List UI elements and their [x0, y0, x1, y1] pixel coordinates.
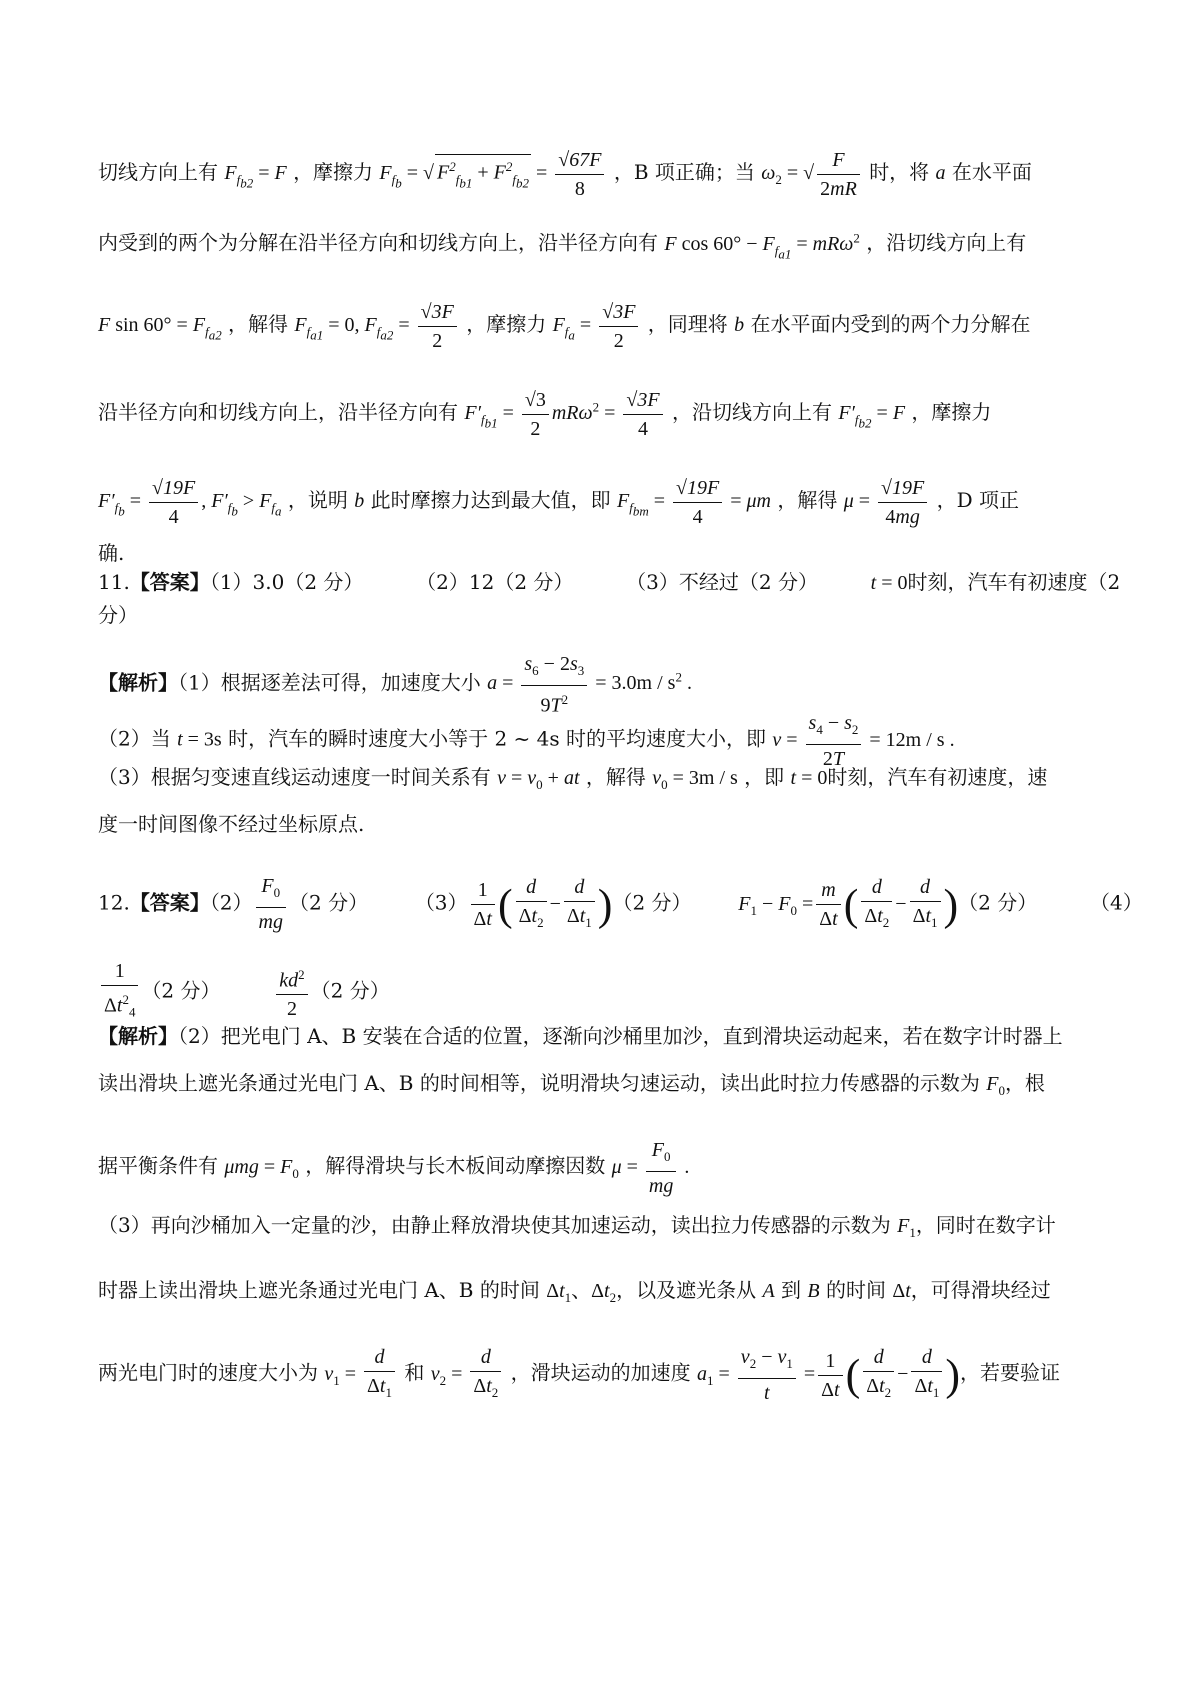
text: ，解得 — [585, 765, 646, 789]
text: ，摩擦力 — [293, 160, 374, 185]
text: ，说明 — [287, 488, 348, 513]
text: 时器上读出滑块上遮光条通过光电门 A、B 的时间 — [98, 1278, 540, 1302]
formula: μ = $\frac{√19F}{4mg}$ — [844, 490, 931, 512]
formula: F $\cos 60^\circ - F_{f_{a1}} = mR\omega^2$ — [664, 230, 860, 262]
formula: $F'_{f_b}$ = $\frac{√19F}{4}$ , $F'_{f_b} > F_{f_a}$ — [98, 490, 282, 512]
text: （2 分） — [141, 978, 221, 1003]
formula: $F'_{f_{b1}}$ = $\frac{√3}{2}$ mRω$^2$ = $\frac{√3F}{4}$ — [464, 402, 665, 424]
text: ，摩擦力 — [911, 400, 992, 425]
formula: F $\sin 60^\circ = F_{f_{a2}}$ — [98, 314, 222, 343]
formula: $F_{f_b}$ = √ $F^2_{f_{b1}} + F^2_{f_{b2}}$ = $\frac{√67F}{8}$ — [379, 162, 607, 184]
formula: b — [734, 314, 745, 337]
formula: $F_{f_{a1}} = 0$, $F_{f_{a2}}$ = $\frac{√3F}{2}$ — [294, 314, 459, 336]
q12-analysis-4 — [98, 1213, 1118, 1245]
text: ，同时在数字计 — [915, 1213, 1056, 1237]
formula: $v_1$ = $\frac{d}{\Delta t_1}$ — [324, 1363, 398, 1385]
answer-tag: 【答案】 — [129, 570, 210, 594]
text: 沿半径方向和切线方向上，沿半径方向有 — [98, 400, 458, 425]
text: 时刻，汽车有初速度，速 — [827, 765, 1048, 789]
text: 据平衡条件有 — [98, 1153, 218, 1178]
text-line-1 — [98, 146, 1118, 203]
text: （4） — [1089, 890, 1143, 915]
text: （1）3.0（2 分） — [209, 570, 364, 594]
formula: $\frac{F_0}{mg}$ — [256, 872, 286, 936]
formula: $v_0 = 3m / s$ — [652, 767, 738, 792]
answer-tag: 【答案】 — [129, 890, 210, 915]
formula: $\frac{1}{\Delta t^2_4}$ — [101, 957, 138, 1027]
formula: A — [762, 1280, 775, 1302]
formula: $v_2$ = $\frac{d}{\Delta t_2}$ — [431, 1363, 505, 1385]
text: （2）当 — [98, 726, 171, 751]
text: ，解得 — [228, 312, 289, 337]
text: （2 分） — [958, 890, 1038, 915]
formula: a = $\frac{s_6 - 2s_3}{9T^2}$ = $3.0m / s^2$ . — [487, 672, 692, 694]
q11-analysis-3-cont: 度一时间图像不经过坐标原点. — [98, 812, 365, 836]
text: 的时间 — [825, 1278, 886, 1302]
formula: $\mu mg = F_0$ — [224, 1155, 299, 1181]
text: （2） — [209, 890, 253, 915]
formula: $\omega_2$ = √ $\frac{F}{2mR}$ — [761, 162, 863, 184]
text: ，D 项正 — [936, 488, 1019, 513]
formula: $F'_{f_{b2}} = F$ — [838, 402, 906, 431]
q12-analysis-5 — [98, 1278, 1118, 1310]
text: ，同理将 — [647, 312, 728, 337]
text: ，解得 — [777, 488, 838, 513]
text: 到 — [781, 1278, 802, 1302]
text: ，若要验证 — [960, 1360, 1061, 1385]
analysis-tag: 【解析】 — [98, 1024, 178, 1048]
analysis-tag: 【解析】 — [98, 670, 178, 695]
formula: $F_0$ — [986, 1073, 1005, 1098]
text: 时，将 — [869, 160, 930, 185]
text: ，沿切线方向上有 — [671, 400, 832, 425]
text: 读出滑块上遮光条通过光电门 A、B 的时间相等，说明滑块匀速运动，读出此时拉力传感器的示数为 — [98, 1071, 980, 1095]
q11-answer-cont: 分） — [98, 603, 138, 627]
q12-answer — [98, 872, 1143, 937]
text: 两光电门时的速度大小为 — [98, 1360, 318, 1385]
formula: a — [935, 162, 946, 185]
formula: $a_1$ = $\frac{v_2 - v_1}{t}$ = $\frac{1}{\Delta t}$ ( $\frac{d}{\Delta t_2}$ − $\frac{d}{\Delta t_1}$ ) — [697, 1363, 960, 1385]
formula: $\frac{kd^2}{2}$ — [276, 961, 307, 1024]
formula: $F_{f_{b2}} = F$ — [224, 162, 287, 191]
formula: $F_1 - F_0$ = $\frac{m}{\Delta t}$ ( $\frac{d}{\Delta t_2}$ − $\frac{d}{\Delta t_1}$ ) — [738, 893, 958, 915]
text: ，可得滑块经过 — [910, 1278, 1051, 1302]
q11-analysis-2 — [98, 709, 1118, 773]
q12-answer-cont — [98, 957, 1118, 1027]
text: ，沿切线方向上有 — [866, 230, 1027, 255]
text: 内受到的两个为分解在沿半径方向和切线方向上，沿半径方向有 — [98, 230, 658, 255]
text-line-5 — [98, 474, 1118, 531]
formula: $v = v_0$ + at — [497, 767, 580, 792]
text-line-2 — [98, 226, 1118, 266]
text: （2 分） — [310, 978, 390, 1003]
formula: t = 0 — [870, 572, 908, 594]
formula: $\frac{1}{\Delta t}$ ( $\frac{d}{\Delta t_2}$ − $\frac{d}{\Delta t_1}$ ) — [468, 893, 613, 915]
q11-answer — [98, 570, 1121, 595]
text: ，根 — [1004, 1071, 1045, 1095]
text: （3）不经过（2 分） — [626, 570, 818, 594]
text-line-3 — [98, 298, 1118, 355]
q12-analysis-1 — [98, 1024, 1118, 1048]
text: （3） — [414, 890, 468, 915]
formula: $F_1$ — [897, 1215, 916, 1240]
text: ，摩擦力 — [466, 312, 547, 337]
formula: Δt — [892, 1280, 911, 1302]
text: （2 分） — [289, 890, 369, 915]
formula: $F_{f_{bm}}$ = $\frac{√19F}{4}$ = μm — [617, 490, 771, 512]
formula: 2 ~ 4s — [494, 726, 560, 751]
text: ，即 — [744, 765, 785, 789]
text: （2）12（2 分） — [416, 570, 574, 594]
text-line-4 — [98, 386, 1118, 443]
text: ，以及遮光条从 — [616, 1278, 757, 1302]
text: （2）把光电门 A、B 安装在合适的位置，逐渐向沙桶里加沙，直到滑块运动起来，若在数字计时器上 — [178, 1024, 1063, 1048]
text: ，B 项正确；当 — [613, 160, 755, 185]
text: （1）根据逐差法可得，加速度大小 — [178, 670, 481, 695]
question-number: 11. — [98, 570, 130, 594]
text: ，滑块运动的加速度 — [510, 1360, 691, 1385]
formula: b — [354, 490, 365, 513]
question-number: 12. — [98, 890, 130, 915]
formula: $F_{f_a}$ = $\frac{√3F}{2}$ — [553, 314, 642, 336]
formula: t = 3s — [177, 728, 222, 751]
formula: $\Delta t_1$、$\Delta t_2$ — [546, 1280, 617, 1305]
text: （3）根据匀变速直线运动速度一时间关系有 — [98, 765, 491, 789]
text: 时，汽车的瞬时速度大小等于 — [228, 726, 489, 751]
formula: μ = $\frac{F_0}{mg}$ . — [612, 1156, 690, 1178]
text: ，解得滑块与长木板间动摩擦因数 — [305, 1153, 606, 1178]
formula: v = $\frac{s_4 - s_2}{2T}$ = 12m / s . — [772, 729, 954, 751]
text: 此时摩擦力达到最大值，即 — [370, 488, 611, 513]
text: 在水平面内受到的两个力分解在 — [750, 312, 1031, 337]
q11-analysis-3 — [98, 765, 1118, 797]
text: 和 — [404, 1360, 425, 1385]
q12-analysis-2 — [98, 1071, 1118, 1103]
text: 时的平均速度大小，即 — [565, 726, 766, 751]
text-line-6: 确. — [98, 541, 125, 565]
text: （2 分） — [612, 890, 692, 915]
formula: t = 0 — [790, 767, 828, 789]
formula: B — [807, 1280, 820, 1302]
text: 在水平面 — [951, 160, 1032, 185]
text: （3）再向沙桶加入一定量的沙，由静止释放滑块使其加速运动，读出拉力传感器的示数为 — [98, 1213, 891, 1237]
q12-analysis-3 — [98, 1136, 1118, 1200]
text: 时刻，汽车有初速度（2 — [907, 570, 1121, 594]
q12-analysis-6 — [98, 1343, 1118, 1407]
text: 切线方向上有 — [98, 160, 218, 185]
